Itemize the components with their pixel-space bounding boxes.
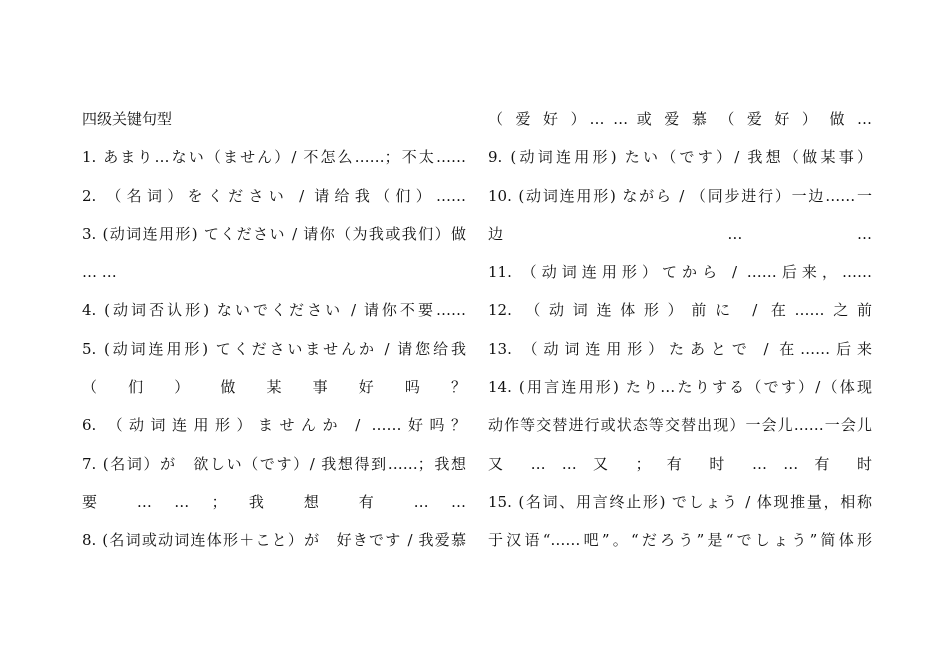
left-text-line: 2. （名词）をください / 请给我（们）…… (82, 186, 466, 205)
right-text-line: 10. (动词连用形) ながら / （同步进行）一边……一 (488, 186, 872, 205)
left-text-line: 4. (动词否认形) ないでください / 请你不要…… (82, 301, 466, 320)
right-column (488, 100, 872, 560)
right-text-line: 11. （动词连用形）てから / ……后来，…… (488, 263, 872, 282)
left-text-line: … … (82, 263, 117, 282)
right-text-line: 9. (动词连用形) たい（です）/ 我想（做某事） (488, 148, 872, 167)
left-column (82, 100, 466, 560)
right-text-line: 边 … … (488, 224, 872, 243)
left-text-line: 7. (名词）が 欲しい（です）/ 我想得到……；我想 (82, 454, 466, 473)
document-title: 四级关键句型 (82, 110, 173, 128)
right-text-line: 14. (用言连用形) たり…たりする（です）/（体现 (488, 378, 872, 397)
left-text-line: 1. あまり…ない（ません）/ 不怎么……；不太…… (82, 148, 466, 167)
left-text-line: 5. (动词连用形) てくださいませんか / 请您给我 (82, 339, 466, 358)
right-text-line: 于汉语“……吧”。“だろう”是“でしょう”简体形 (488, 531, 872, 550)
right-text-line: 13. （动词连用形）たあとで / 在……后来 (488, 339, 872, 358)
right-text-line: （ 爱 好 ）… … 或 爱 慕 （ 爱 好 ） 做 … (488, 110, 872, 128)
left-text-line: 8. (名词或动词连体形＋こと）が 好きです / 我爱慕 (82, 531, 466, 550)
right-text-line: 动作等交替进行或状态等交替出现）一会儿……一会儿 (488, 416, 872, 435)
left-text-line: 要 … … ； 我 想 有 … … (82, 492, 466, 511)
right-text-line: 15. (名词、用言终止形) でしょう / 体现推量，相称 (488, 492, 872, 511)
left-text-line: 6. （动词连用形）ませんか / ……好吗？ (82, 416, 466, 435)
right-text-line: 又 … … 又 ； 有 时 … … 有 时 (488, 454, 872, 473)
left-text-line: （ 们 ） 做 某 事 好 吗 ？ (82, 378, 466, 397)
right-text-line: 12. （动词连体形）前に / 在……之前 (488, 301, 872, 320)
left-text-line: 3. (动词连用形) てください / 请你（为我或我们）做 (82, 224, 466, 243)
